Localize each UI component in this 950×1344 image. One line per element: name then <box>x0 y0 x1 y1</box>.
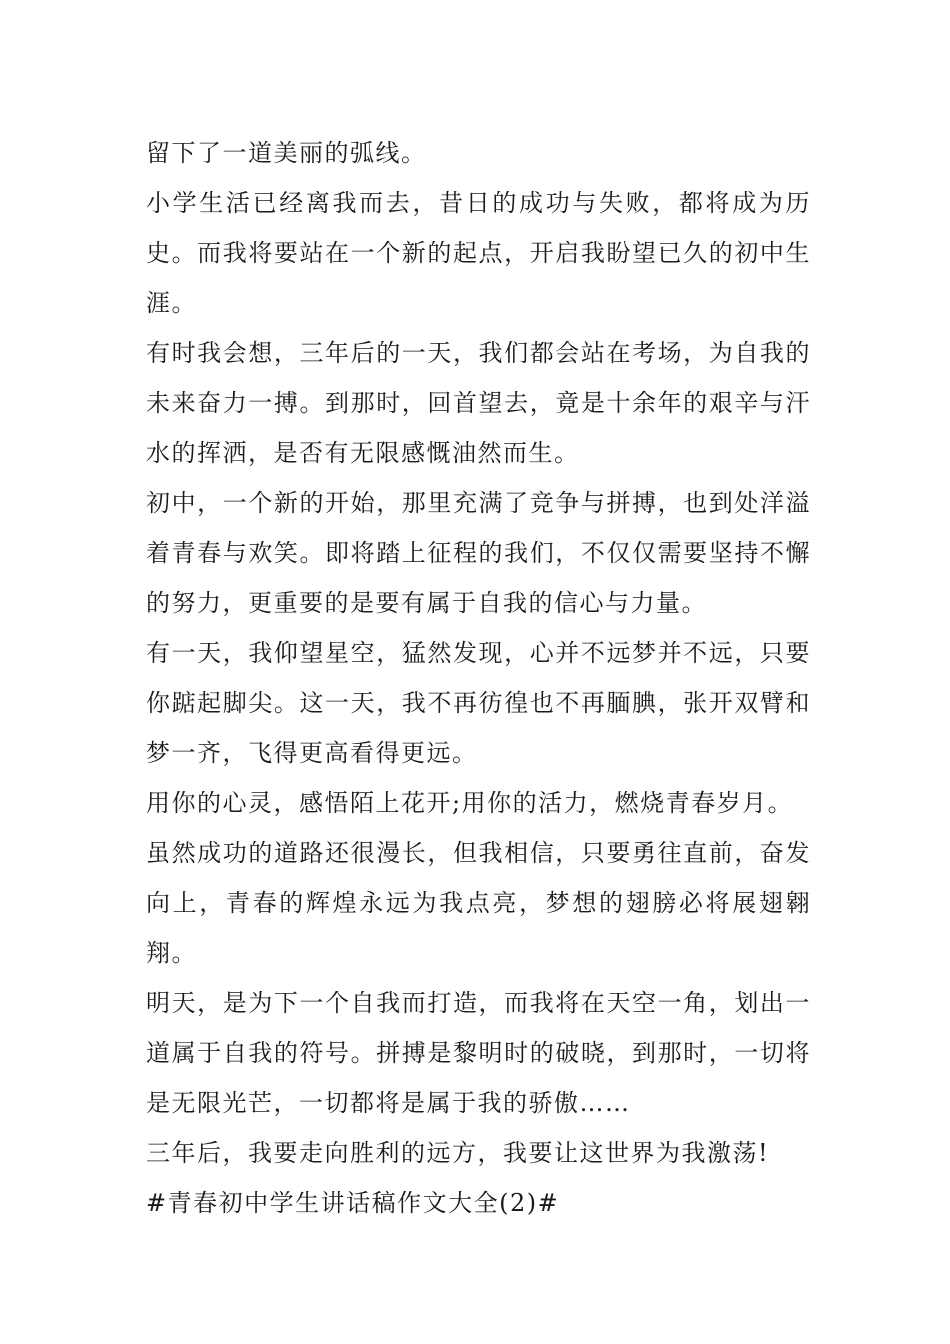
paragraph: 小学生活已经离我而去，昔日的成功与失败，都将成为历史。而我将要站在一个新的起点，开启我盼望已久的初中生涯。 <box>146 189 811 317</box>
paragraph: 明天，是为下一个自我而打造，而我将在天空一角，划出一道属于自我的符号。拼搏是黎明时的破晓，到那时，一切将是无限光芒，一切都将是属于我的骄傲…… <box>146 989 811 1117</box>
paragraph: 虽然成功的道路还很漫长，但我相信，只要勇往直前，奋发向上，青春的辉煌永远为我点亮，梦想的翅膀必将展翅翱翔。 <box>146 839 811 967</box>
section-heading: #青春初中学生讲话稿作文大全(2)# <box>146 1189 560 1217</box>
document-body <box>146 128 811 1228</box>
paragraph: 留下了一道美丽的弧线。 <box>146 139 427 167</box>
paragraph: 初中，一个新的开始，那里充满了竞争与拼搏，也到处洋溢着青春与欢笑。即将踏上征程的我们，不仅仅需要坚持不懈的努力，更重要的是要有属于自我的信心与力量。 <box>146 489 811 617</box>
paragraph: 有一天，我仰望星空，猛然发现，心并不远梦并不远，只要你踮起脚尖。这一天，我不再彷徨也不再腼腆，张开双臂和梦一齐，飞得更高看得更远。 <box>146 639 811 767</box>
paragraph: 用你的心灵，感悟陌上花开;用你的活力，燃烧青春岁月。 <box>146 789 794 817</box>
paragraph: 有时我会想，三年后的一天，我们都会站在考场，为自我的未来奋力一搏。到那时，回首望去，竟是十余年的艰辛与汗水的挥洒，是否有无限感慨油然而生。 <box>146 339 811 467</box>
paragraph: 三年后，我要走向胜利的远方，我要让这世界为我激荡! <box>146 1139 770 1167</box>
